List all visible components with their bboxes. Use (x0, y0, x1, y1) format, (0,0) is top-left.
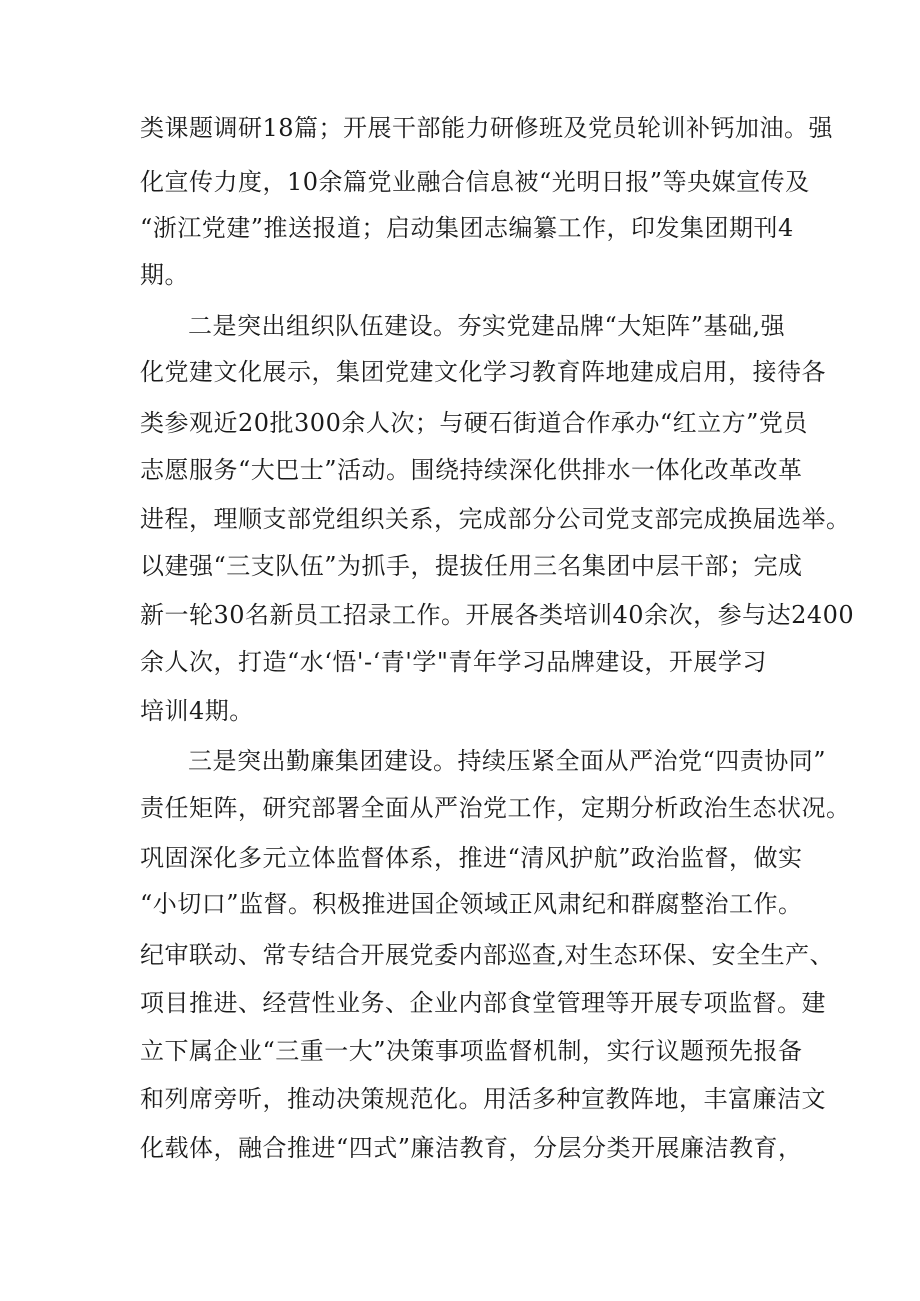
text-line: “浙江党建”推送报道；启动集团志编纂工作，印发集团期刊4 (140, 214, 794, 242)
text-line: “小切口”监督。积极推进国企领域正风肃纪和群腐整治工作。 (140, 890, 803, 918)
paragraph-2-first-line: 二是突出组织队伍建设。夯实党建品牌“大矩阵”基础,强 (188, 312, 786, 340)
text-line: 新一轮30名新员工招录工作。开展各类培训40余次，参与达2400 (140, 601, 855, 629)
text-line: 项目推进、经营性业务、企业内部食堂管理等开展专项监督。建 (140, 989, 826, 1017)
text-line: 巩固深化多元立体监督体系，推进“清风护航”政治监督，做实 (140, 844, 803, 872)
text-line: 类课题调研18篇；开展干部能力研修班及党员轮训补钙加油。强 (140, 114, 834, 142)
paragraph-3-first-line: 三是突出勤廉集团建设。持续压紧全面从严治党“四责协同” (188, 747, 827, 775)
text-line: 责任矩阵，研究部署全面从严治党工作，定期分析政治生态状况。 (140, 794, 851, 822)
text-line: 立下属企业“三重一大”决策事项监督机制，实行议题预先报备 (140, 1037, 803, 1065)
text-line: 余人次，打造“水‘悟'-‘青'学"青年学习品牌建设，开展学习 (140, 648, 767, 676)
text-line: 期。 (140, 261, 189, 289)
text-line: 以建强“三支队伍”为抓手，提拔任用三名集团中层干部；完成 (140, 552, 803, 580)
text-line: 化宣传力度，10余篇党业融合信息被“光明日报”等央媒宣传及 (140, 168, 810, 196)
text-line: 和列席旁听，推动决策规范化。用活多种宣教阵地，丰富廉洁文 (140, 1085, 826, 1113)
text-line: 化党建文化展示，集团党建文化学习教育阵地建成启用，接待各 (140, 358, 826, 386)
text-line: 纪审联动、常专结合开展党委内部巡查,对生态环保、安全生产、 (140, 941, 835, 969)
text-line: 志愿服务“大巴士”活动。围绕持续深化供排水一体化改革改革 (140, 456, 803, 484)
text-line: 化载体，融合推进“四式”廉洁教育，分层分类开展廉洁教育， (140, 1134, 803, 1162)
text-line: 进程，理顺支部党组织关系，完成部分公司党支部完成换届选举。 (140, 505, 851, 533)
text-line: 培训4期。 (140, 697, 254, 725)
text-line: 类参观近20批300余人次；与硬石街道合作承办“红立方”党员 (140, 409, 808, 437)
